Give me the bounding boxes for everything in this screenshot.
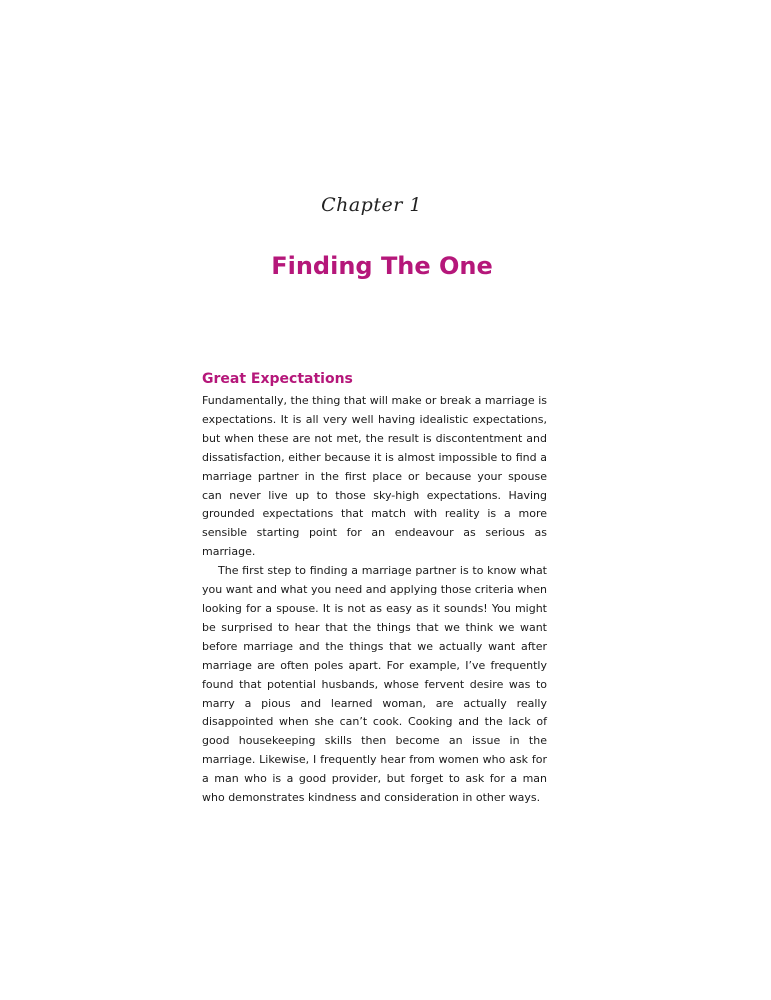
chapter-label: Chapter 1 bbox=[321, 194, 422, 216]
paragraph-2: The first step to finding a marriage partner is to know what you want and what you need and applying those criteria when looking for a spouse. It is not as easy as it sounds! You might be surprised to hear that the things that we think we want before marriage and the things that we actually want after marriage are often poles apart. For example, I’ve frequently found that potential husbands, whose fervent desire was to marry a pious and learned woman, are actually really disappointed when she can’t cook. Cooking and the lack of good housekeeping skills then become an issue in the marriage. Likewise, I frequently hear from women who ask for a man who is a good provider, but forget to ask for a man who demonstrates kindness and consideration in other ways. bbox=[202, 564, 547, 805]
section-body bbox=[202, 370, 547, 808]
paragraph-1: Fundamentally, the thing that will make or break a marriage is expectations. It is all very well having idealistic expectations, but when these are not met, the result is discontentment and dissatisfaction, either because it is almost impossible to find a marriage partner in the first place or because your spouse can never live up to those sky-high expectations. Having grounded expectations that match with reality is a more sensible starting point for an endeavour as serious as marriage. bbox=[202, 394, 547, 559]
chapter-title: Finding The One bbox=[271, 252, 493, 280]
section-heading: Great Expectations bbox=[202, 371, 353, 387]
